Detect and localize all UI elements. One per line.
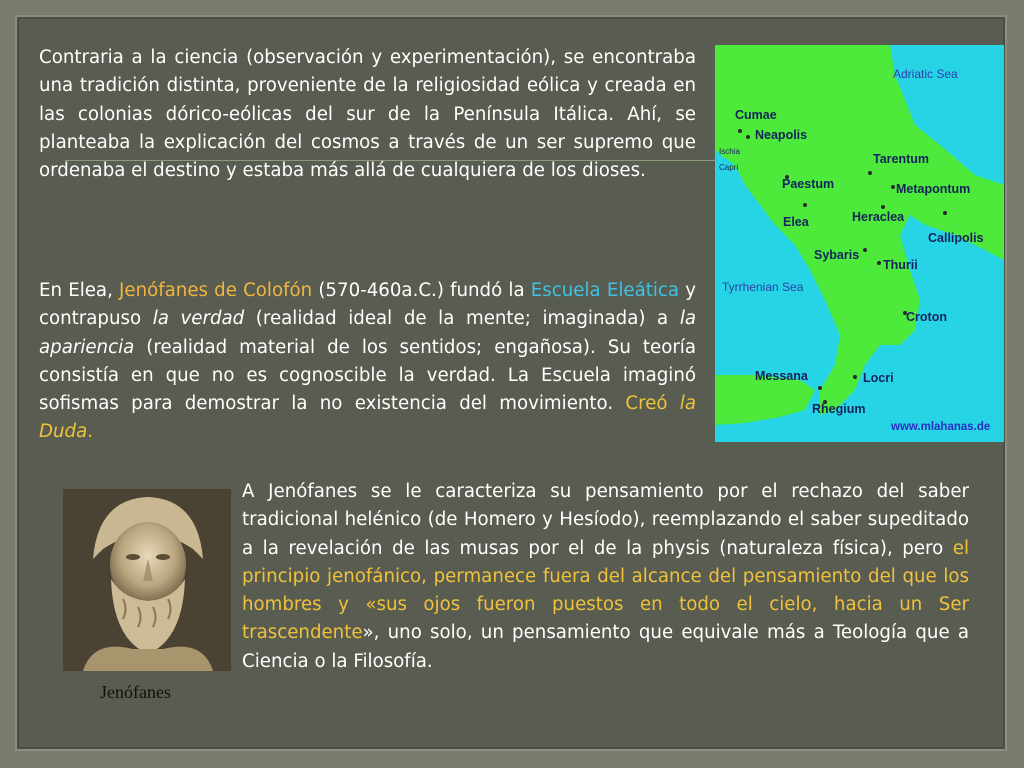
paestum-label: Paestum <box>782 177 835 191</box>
p2-creo: Creó <box>625 393 680 415</box>
website-label[interactable]: www.mlahanas.de <box>891 421 991 433</box>
neapolis-dot <box>746 135 750 139</box>
heraclea-label: Heraclea <box>852 210 905 224</box>
heraclea-dot <box>881 205 885 209</box>
tarentum-label: Tarentum <box>873 152 930 166</box>
jenofanes-portrait <box>63 489 231 671</box>
messana-label: Messana <box>755 369 808 383</box>
croton-label: Croton <box>906 310 947 324</box>
magna-graecia-map <box>715 45 1004 442</box>
metapontum-label: Metapontum <box>896 182 971 196</box>
p2-text-4: (realidad ideal de la mente; imaginada) a <box>244 308 680 330</box>
capri-label: Capri <box>719 163 739 172</box>
sybaris-label: Sybaris <box>814 248 860 262</box>
paragraph-elea <box>39 277 696 447</box>
paragraph-jenofanes <box>242 478 969 676</box>
p2-duda: la Duda <box>39 393 696 443</box>
tyrrhenian-sea-label: Tyrrhenian Sea <box>722 280 804 294</box>
rhegium-label: Rhegium <box>812 402 866 416</box>
p2-text-5: (realidad material de los sentidos; engañosa). Su teoría consistía en que no es cognoscible la verdad. La Escuela imaginó sofismas para demostrar la no existencia del movimiento. <box>39 336 696 415</box>
sybaris-dot <box>863 248 867 252</box>
neapolis-label: Neapolis <box>755 128 808 142</box>
callipolis-label: Callipolis <box>928 231 984 245</box>
jenofanes-link[interactable]: Jenófanes de Colofón <box>119 280 313 301</box>
elea-dot <box>803 203 807 207</box>
p2-text-3: y contrapuso <box>39 280 697 330</box>
tarentum-dot <box>868 171 872 175</box>
ischia-label: Ischia <box>719 147 740 156</box>
cumae-dot <box>738 129 742 133</box>
p2-verdad: la verdad <box>152 308 245 330</box>
bust-illustration <box>63 489 231 671</box>
messana-dot <box>818 386 822 390</box>
thurii-label: Thurii <box>883 258 918 272</box>
p3-text-2: », uno solo, un pensamiento que equivale más a Teología que a Ciencia o la Filosofía. <box>242 622 969 672</box>
metapontum-dot <box>891 185 895 189</box>
p2-apariencia: la apariencia <box>39 308 697 358</box>
paragraph-tradition <box>39 44 696 185</box>
escuela-eleatica-link[interactable]: Escuela Eleática <box>530 280 680 301</box>
locri-dot <box>853 375 857 379</box>
thurii-dot <box>877 261 881 265</box>
p2-period: . <box>87 421 94 443</box>
italy-landmass <box>715 45 1004 415</box>
p2-text-1: En Elea, <box>39 280 120 301</box>
p3-text-1: A Jenófanes se le caracteriza su pensamiento por el rechazo del saber tradicional helénico (de Homero y Hesíodo), reemplazando el saber supeditado a la revelación de las musas por el de la physis (naturaleza física), pero <box>242 481 969 559</box>
elea-label: Elea <box>783 215 809 229</box>
callipolis-dot <box>943 211 947 215</box>
cumae-label: Cumae <box>735 108 777 122</box>
p3-highlight: el principio jenofánico, permanece fuera del alcance del pensamiento del que los hombres y «sus ojos fueron puestos en todo el cielo, hacia un Ser trascendente <box>242 537 969 644</box>
paragraph-1-text: Contraria a la ciencia (observación y experimentación), se encontraba una tradición distinta, proveniente de la religiosidad eólica y creada en las colonias dórico-eólicas del sur de la Península Itálica. Ahí, se planteaba la explicación del cosmos a través de un ser supremo que ordenaba el destino y estaba más allá de cualquiera de los dioses. <box>39 47 696 182</box>
adriatic-sea-label: Adriatic Sea <box>893 67 958 81</box>
locri-label: Locri <box>863 371 894 385</box>
portrait-caption: Jenófanes <box>100 682 171 702</box>
p2-text-2: (570-460a.C.) fundó la <box>312 280 531 301</box>
